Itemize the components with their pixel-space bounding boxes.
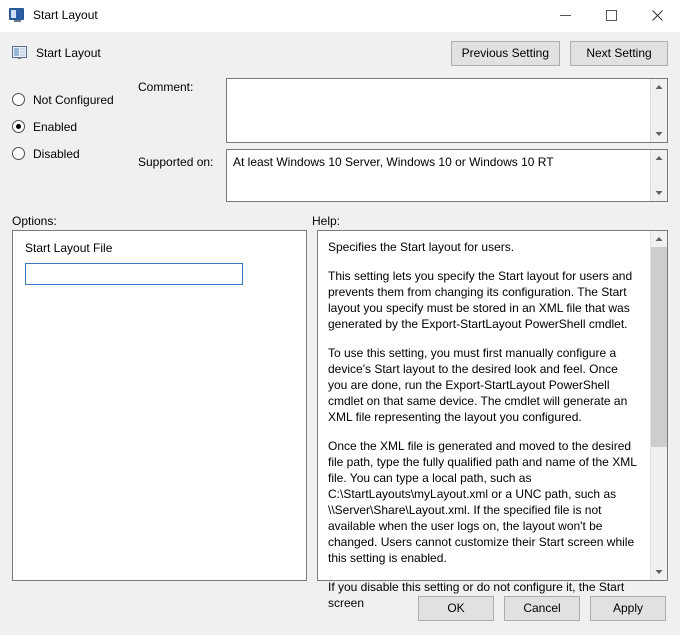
radio-disabled-indicator[interactable] <box>12 147 25 160</box>
panel-labels <box>0 208 680 230</box>
supported-on-textbox[interactable] <box>226 149 668 202</box>
navigation-buttons <box>451 41 668 66</box>
radio-enabled[interactable] <box>12 113 138 140</box>
options-panel <box>12 230 307 581</box>
supported-row <box>138 149 668 202</box>
radio-enabled-label: Enabled <box>33 119 78 134</box>
previous-setting-button[interactable]: Previous Setting <box>451 41 560 66</box>
cancel-button[interactable]: Cancel <box>504 596 580 621</box>
chevron-down-icon[interactable] <box>651 185 667 201</box>
help-scrollbar[interactable] <box>650 231 667 580</box>
comment-label: Comment: <box>138 80 194 94</box>
start-layout-file-label: Start Layout File <box>25 241 113 255</box>
window-controls <box>542 0 680 31</box>
radio-disabled-label: Disabled <box>33 146 80 161</box>
policy-icon <box>12 45 28 61</box>
options-label: Options: <box>12 214 57 228</box>
help-paragraph: This setting lets you specify the Start layout for users and prevents them from changing its configuration. The Start layout you specify must be stored in an XML file that was generated by the Export-StartLayout PowerShell cmdlet. <box>328 269 633 331</box>
state-radio-group <box>12 78 138 208</box>
page-title: Start Layout <box>36 46 101 60</box>
comment-supported-fields <box>138 78 668 208</box>
help-paragraph: Once the XML file is generated and moved to the desired file path, type the fully qualified path and name of the XML file. You can type a local path, such as C:\StartLayouts\myLayout.xml or a UNC path, such as \\Server\Share\Layout.xml. If the specified file is not available when the user logs on, the layout won't be changed. Users cannot customize their Start screen while this setting is enabled. <box>328 439 637 565</box>
help-paragraph: If you disable this setting or do not configure it, the Start screen <box>328 580 625 610</box>
settings-state-section <box>0 74 680 208</box>
comment-value[interactable] <box>227 79 650 142</box>
help-paragraph: To use this setting, you must first manually configure a device's Start layout to the desired look and feel. Once you are done, run the Export-StartLayout PowerShell cmdlet on that same device. The cmdlet will generate an XML file representing the layout you configured. <box>328 346 628 424</box>
help-paragraph: Specifies the Start layout for users. <box>328 240 515 254</box>
help-scrollbar-thumb[interactable] <box>651 247 667 447</box>
close-icon[interactable] <box>634 0 680 31</box>
supported-on-value: At least Windows 10 Server, Windows 10 or Windows 10 RT <box>233 155 554 169</box>
dialog-header <box>0 32 680 74</box>
ok-button[interactable]: OK <box>418 596 494 621</box>
supported-on-label: Supported on: <box>138 155 214 169</box>
radio-not-configured-label: Not Configured <box>33 92 114 107</box>
chevron-up-icon[interactable] <box>651 150 667 166</box>
chevron-up-icon[interactable] <box>651 79 667 95</box>
help-label: Help: <box>312 214 341 228</box>
header-title-group <box>12 45 451 61</box>
radio-not-configured-indicator[interactable] <box>12 93 25 106</box>
chevron-down-icon[interactable] <box>651 564 667 580</box>
radio-enabled-indicator[interactable] <box>12 120 25 133</box>
minimize-icon[interactable] <box>542 0 588 31</box>
comment-scrollbar[interactable] <box>650 79 667 142</box>
monitor-icon <box>9 8 25 24</box>
window-title: Start Layout <box>33 8 98 22</box>
apply-button[interactable]: Apply <box>590 596 666 621</box>
supported-on-scrollbar[interactable] <box>650 150 667 201</box>
comment-row <box>138 78 668 143</box>
next-setting-button[interactable]: Next Setting <box>570 41 668 66</box>
start-layout-file-input[interactable] <box>25 263 243 285</box>
comment-textbox[interactable] <box>226 78 668 143</box>
radio-not-configured[interactable] <box>12 86 138 113</box>
title-bar <box>0 0 680 32</box>
chevron-up-icon[interactable] <box>651 231 667 247</box>
chevron-down-icon[interactable] <box>651 126 667 142</box>
maximize-icon[interactable] <box>588 0 634 31</box>
radio-disabled[interactable] <box>12 140 138 167</box>
help-scrollbar-track[interactable] <box>651 247 667 564</box>
